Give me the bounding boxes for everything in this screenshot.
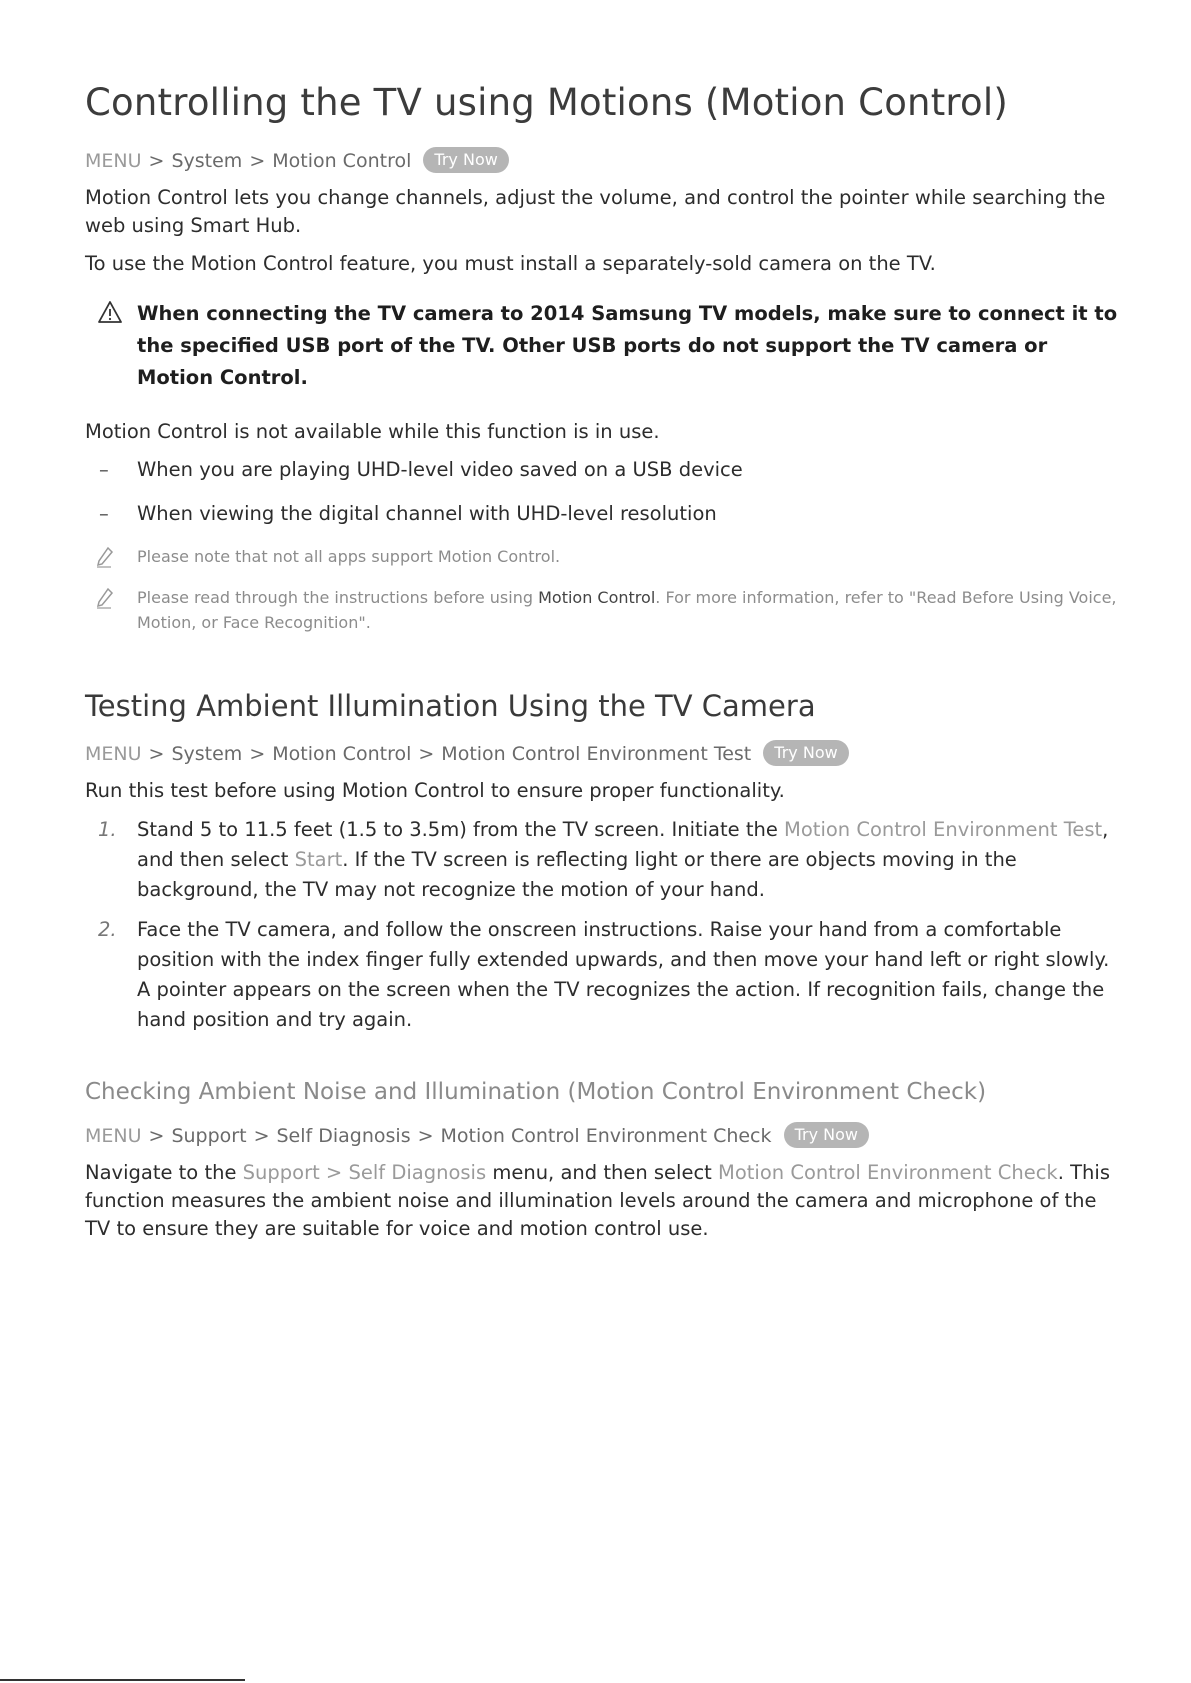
intro-paragraph: Motion Control lets you change channels, adjust the volume, and control the pointer while searching the web using Smart Hub. bbox=[85, 186, 1106, 237]
try-now-button[interactable]: Try Now bbox=[423, 147, 508, 173]
section-title-environment-check: Checking Ambient Noise and Illumination (Motion Control Environment Check) bbox=[85, 1079, 987, 1105]
note-emphasis: Motion Control bbox=[538, 588, 656, 607]
step-text: Face the TV camera, and follow the onscreen instructions. Raise your hand from a comfortable position with the index finger fully extended upwards, and then move your hand left or right slowly. A pointer appears on the screen when the TV recognizes the action. If recognition fails, change the hand position and try again. bbox=[137, 918, 1110, 1031]
pencil-note-icon bbox=[95, 546, 115, 568]
path-separator: > bbox=[253, 1125, 270, 1147]
path-separator: > bbox=[249, 743, 266, 765]
path-separator: > bbox=[148, 743, 165, 765]
path-self-diagnosis: Self Diagnosis bbox=[276, 1125, 411, 1147]
warning-text: When connecting the TV camera to 2014 Samsung TV models, make sure to connect it to the specified USB port of the TV. Other USB ports do not support the TV camera or Motion Control. bbox=[137, 302, 1118, 389]
manual-page bbox=[85, 78, 1125, 1253]
paragraph-text: . This function measures the ambient noise and illumination levels around the camera and microphone of the TV to ensure they are suitable for voice and motion control use. bbox=[85, 1161, 1110, 1240]
paragraph-text: menu, and then select bbox=[486, 1161, 719, 1184]
warning-block bbox=[85, 298, 1125, 394]
step-text: , and then select bbox=[137, 818, 1109, 871]
camera-requirement-paragraph: To use the Motion Control feature, you must install a separately-sold camera on the TV. bbox=[85, 252, 936, 275]
path-menu: MENU bbox=[85, 150, 142, 172]
path-menu: MENU bbox=[85, 1125, 142, 1147]
path-separator: > bbox=[418, 743, 435, 765]
path-support: Support bbox=[171, 1125, 247, 1147]
list-item bbox=[85, 500, 1125, 528]
section-title-motion-control: Controlling the TV using Motions (Motion Control) bbox=[85, 81, 1008, 124]
path-separator: > bbox=[148, 1125, 165, 1147]
path-motion-control: Motion Control bbox=[272, 150, 412, 172]
note-block bbox=[85, 585, 1125, 635]
list-item-text: When viewing the digital channel with UHD-level resolution bbox=[137, 502, 717, 525]
list-item bbox=[85, 456, 1125, 484]
menu-path-environment-check bbox=[85, 1121, 1125, 1151]
section-title-ambient-illumination: Testing Ambient Illumination Using the TV Camera bbox=[85, 689, 816, 723]
try-now-button[interactable]: Try Now bbox=[763, 740, 848, 766]
path-environment-check: Motion Control Environment Check bbox=[440, 1125, 772, 1147]
step-text: Stand 5 to 11.5 feet (1.5 to 3.5m) from the TV screen. Initiate the bbox=[137, 818, 785, 841]
note-text: Please note that not all apps support Motion Control. bbox=[137, 547, 561, 566]
step-number: 1. bbox=[98, 818, 117, 841]
note-text: . For more information, refer to "Read Before Using Voice, Motion, or Face Recognition". bbox=[137, 588, 1117, 632]
path-separator: > bbox=[417, 1125, 434, 1147]
unavailable-paragraph: Motion Control is not available while this function is in use. bbox=[85, 420, 660, 443]
environment-check-paragraph bbox=[85, 1159, 1125, 1243]
menu-path-motion-control bbox=[85, 146, 1125, 176]
try-now-button[interactable]: Try Now bbox=[784, 1122, 869, 1148]
path-separator: > bbox=[148, 150, 165, 172]
step-item bbox=[85, 915, 1125, 1035]
paragraph-text: Navigate to the bbox=[85, 1161, 243, 1184]
footer-rule bbox=[0, 1679, 245, 1681]
path-system: System bbox=[171, 150, 243, 172]
path-separator: > bbox=[249, 150, 266, 172]
step-emphasis: Motion Control Environment Test bbox=[784, 818, 1103, 841]
path-environment-test: Motion Control Environment Test bbox=[441, 743, 752, 765]
note-text: Please read through the instructions before using bbox=[137, 588, 539, 607]
paragraph-emphasis: Self Diagnosis bbox=[348, 1161, 487, 1184]
paragraph-emphasis: Motion Control Environment Check bbox=[718, 1161, 1058, 1184]
list-item-text: When you are playing UHD-level video saved on a USB device bbox=[137, 458, 743, 481]
step-item bbox=[85, 815, 1125, 905]
dash-bullet: – bbox=[99, 458, 109, 481]
note-block bbox=[85, 544, 1125, 569]
pencil-note-icon bbox=[95, 587, 115, 609]
test-intro-paragraph: Run this test before using Motion Control to ensure proper functionality. bbox=[85, 779, 785, 802]
step-text: . If the TV screen is reflecting light or there are objects moving in the background, the TV may not recognize the motion of your hand. bbox=[137, 848, 1017, 901]
paragraph-emphasis: Support bbox=[242, 1161, 320, 1184]
paragraph-emphasis: > bbox=[319, 1161, 349, 1184]
warning-icon bbox=[98, 301, 122, 323]
dash-bullet: – bbox=[99, 502, 109, 525]
step-emphasis: Start bbox=[294, 848, 343, 871]
path-menu: MENU bbox=[85, 743, 142, 765]
menu-path-environment-test bbox=[85, 739, 1125, 769]
path-system: System bbox=[171, 743, 243, 765]
step-number: 2. bbox=[98, 918, 117, 941]
path-motion-control: Motion Control bbox=[272, 743, 412, 765]
